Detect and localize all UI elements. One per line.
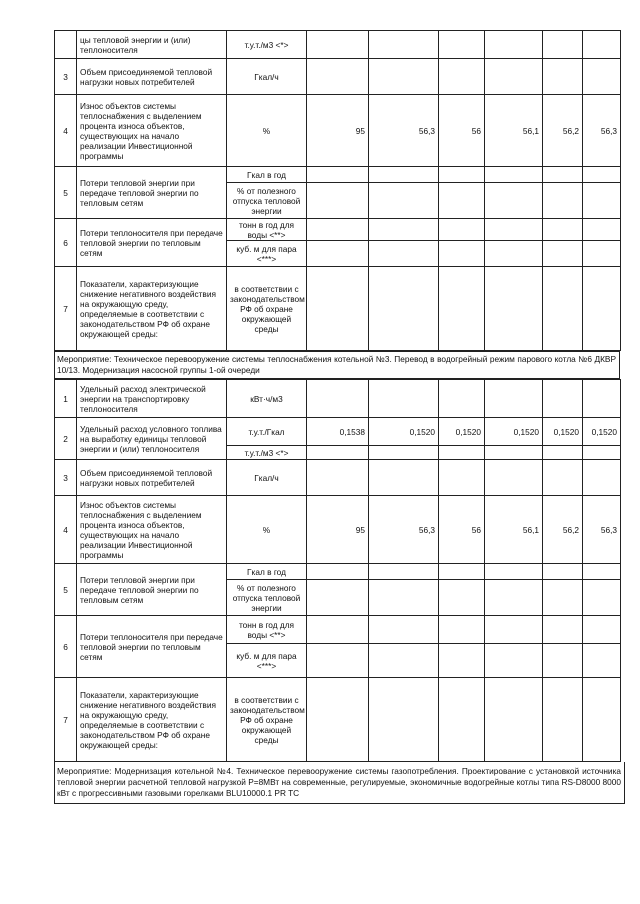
value-cell — [583, 580, 621, 616]
value-cell — [307, 678, 369, 762]
indicator-name: Удельный расход условного топлива на выработку единицы тепловой энергии и (или) теплоносителя — [77, 418, 227, 460]
value-cell — [369, 460, 439, 496]
value-cell — [307, 460, 369, 496]
unit-cell: кВт·ч/м3 — [227, 380, 307, 418]
unit-cell: тонн в год для воды <**> — [227, 219, 307, 241]
value-cell — [307, 446, 369, 460]
value-cell: 0,1520 — [583, 418, 621, 446]
value-cell: 0,1520 — [439, 418, 485, 446]
value-cell — [439, 183, 485, 219]
value-cell — [307, 219, 369, 241]
unit-cell: Гкал/ч — [227, 59, 307, 95]
unit-cell: % — [227, 496, 307, 564]
row-number: 5 — [55, 167, 77, 219]
unit-cell: в соответствии с законодательством РФ об охране окружающей среды — [227, 678, 307, 762]
unit-cell: Гкал в год — [227, 564, 307, 580]
table-row — [55, 31, 621, 59]
value-cell — [485, 564, 543, 580]
value-cell: 56,3 — [369, 95, 439, 167]
value-cell — [439, 644, 485, 678]
value-cell — [369, 380, 439, 418]
value-cell: 95 — [307, 496, 369, 564]
value-cell — [485, 219, 543, 241]
table-row — [55, 59, 621, 95]
value-cell — [439, 241, 485, 267]
value-cell — [583, 446, 621, 460]
value-cell — [583, 59, 621, 95]
value-cell — [583, 31, 621, 59]
value-cell: 56,1 — [485, 95, 543, 167]
value-cell — [543, 678, 583, 762]
row-number: 3 — [55, 460, 77, 496]
value-cell — [485, 446, 543, 460]
row-number: 2 — [55, 418, 77, 460]
indicator-name: Объем присоединяемой тепловой нагрузки новых потребителей — [77, 460, 227, 496]
row-number: 5 — [55, 564, 77, 616]
unit-cell: % от полезного отпуска тепловой энергии — [227, 183, 307, 219]
value-cell — [369, 644, 439, 678]
value-cell — [439, 31, 485, 59]
indicator-name: Потери тепловой энергии при передаче тепловой энергии по тепловым сетям — [77, 564, 227, 616]
unit-cell: куб. м для пара <***> — [227, 644, 307, 678]
value-cell — [369, 678, 439, 762]
value-cell — [543, 267, 583, 351]
value-cell: 0,1520 — [369, 418, 439, 446]
indicator-name: Потери теплоносителя при передаче тепловой энергии по тепловым сетям — [77, 616, 227, 678]
row-number — [55, 31, 77, 59]
value-cell — [583, 616, 621, 644]
value-cell: 0,1520 — [543, 418, 583, 446]
row-number: 7 — [55, 267, 77, 351]
value-cell — [583, 644, 621, 678]
unit-cell: % — [227, 95, 307, 167]
value-cell — [485, 167, 543, 183]
value-cell: 56,2 — [543, 95, 583, 167]
value-cell: 0,1520 — [485, 418, 543, 446]
value-cell — [307, 616, 369, 644]
row-number: 3 — [55, 59, 77, 95]
value-cell — [369, 564, 439, 580]
value-cell — [583, 167, 621, 183]
value-cell — [439, 219, 485, 241]
unit-cell: % от полезного отпуска тепловой энергии — [227, 580, 307, 616]
value-cell: 56 — [439, 496, 485, 564]
value-cell — [439, 564, 485, 580]
value-cell — [307, 267, 369, 351]
value-cell — [543, 59, 583, 95]
value-cell — [439, 167, 485, 183]
row-number: 6 — [55, 616, 77, 678]
value-cell — [439, 59, 485, 95]
value-cell — [583, 564, 621, 580]
table-row — [55, 380, 621, 418]
value-cell: 56,2 — [543, 496, 583, 564]
value-cell — [543, 219, 583, 241]
value-cell — [369, 167, 439, 183]
unit-cell: тонн в год для воды <**> — [227, 616, 307, 644]
value-cell — [485, 267, 543, 351]
value-cell — [543, 241, 583, 267]
value-cell: 56,3 — [583, 496, 621, 564]
value-cell — [369, 31, 439, 59]
value-cell: 56,1 — [485, 496, 543, 564]
indicator-name: Удельный расход электрической энергии на транспортировку теплоносителя — [77, 380, 227, 418]
value-cell: 95 — [307, 95, 369, 167]
table-row — [55, 460, 621, 496]
value-cell — [307, 59, 369, 95]
event-description-2: Мероприятие: Техническое перевооружение системы теплоснабжения котельной №3. Перевод в водогрейный режим парового котла №6 ДКВР 10/13. Модернизация насосной группы 1-ой очереди — [55, 352, 620, 379]
row-number: 4 — [55, 95, 77, 167]
value-cell — [439, 446, 485, 460]
value-cell — [583, 267, 621, 351]
value-cell — [485, 678, 543, 762]
value-cell — [485, 616, 543, 644]
value-cell — [439, 380, 485, 418]
table-row — [55, 678, 621, 762]
value-cell — [485, 644, 543, 678]
document-page — [54, 30, 620, 804]
indicator-name: цы тепловой энергии и (или) теплоносителя — [77, 31, 227, 59]
row-number: 1 — [55, 380, 77, 418]
unit-cell: в соответствии с законодательством РФ об охране окружающей среды — [227, 267, 307, 351]
table-row — [55, 267, 621, 351]
value-cell — [307, 167, 369, 183]
value-cell — [307, 31, 369, 59]
unit-cell: т.у.т./м3 <*> — [227, 446, 307, 460]
value-cell — [485, 580, 543, 616]
table-row — [55, 418, 621, 446]
value-cell — [485, 460, 543, 496]
table-row — [55, 496, 621, 564]
value-cell — [583, 183, 621, 219]
unit-cell: Гкал в год — [227, 167, 307, 183]
value-cell — [583, 219, 621, 241]
indicator-name: Показатели, характеризующие снижение негативного воздействия на окружающую среду, определяемые в соответствии с законодательством РФ об охране окружающей среды: — [77, 678, 227, 762]
value-cell — [369, 616, 439, 644]
value-cell: 56,3 — [583, 95, 621, 167]
value-cell — [543, 167, 583, 183]
value-cell — [439, 267, 485, 351]
value-cell — [369, 267, 439, 351]
value-cell — [485, 31, 543, 59]
event-description-3: Мероприятие: Модернизация котельной №4. Техническое перевооружение системы газопотребления. Проектирование с установкой источника тепловой энергии расчетной тепловой нагрузкой P=8МВт на современные, регулируемые, экономичные водогрейные котлы типа RS-D8000 8000 кВт с прогрессивными газовыми горелками BLU10000.1 PR TC — [54, 762, 625, 804]
value-cell: 56 — [439, 95, 485, 167]
row-number: 4 — [55, 496, 77, 564]
value-cell — [439, 616, 485, 644]
row-number: 6 — [55, 219, 77, 267]
value-cell — [439, 580, 485, 616]
indicator-name: Износ объектов системы теплоснабжения с выделением процента износа объектов, существующих на начало реализации Инвестиционной программы — [77, 496, 227, 564]
indicator-name: Потери тепловой энергии при передаче тепловой энергии по тепловым сетям — [77, 167, 227, 219]
value-cell — [485, 380, 543, 418]
value-cell — [485, 59, 543, 95]
table-row — [55, 167, 621, 183]
table-row — [55, 564, 621, 580]
value-cell — [543, 580, 583, 616]
value-cell — [307, 580, 369, 616]
indicator-name: Износ объектов системы теплоснабжения с выделением процента износа объектов, существующих на начало реализации Инвестиционной программы — [77, 95, 227, 167]
value-cell — [485, 183, 543, 219]
value-cell — [369, 446, 439, 460]
indicators-table-2 — [54, 379, 621, 762]
value-cell — [543, 460, 583, 496]
value-cell — [369, 59, 439, 95]
unit-cell: т.у.т./Гкал — [227, 418, 307, 446]
table-row — [55, 95, 621, 167]
event-row-table — [54, 351, 620, 379]
value-cell — [543, 31, 583, 59]
value-cell — [307, 183, 369, 219]
value-cell — [485, 241, 543, 267]
value-cell — [307, 380, 369, 418]
value-cell — [369, 219, 439, 241]
unit-cell: т.у.т./м3 <*> — [227, 31, 307, 59]
value-cell — [583, 460, 621, 496]
table-row — [55, 616, 621, 644]
value-cell — [583, 678, 621, 762]
value-cell — [369, 580, 439, 616]
indicator-name: Объем присоединяемой тепловой нагрузки новых потребителей — [77, 59, 227, 95]
value-cell — [583, 380, 621, 418]
value-cell — [543, 380, 583, 418]
value-cell — [439, 678, 485, 762]
value-cell — [583, 241, 621, 267]
value-cell — [439, 460, 485, 496]
table-row — [55, 219, 621, 241]
indicator-name: Показатели, характеризующие снижение негативного воздействия на окружающую среду, определяемые в соответствии с законодательством РФ об охране окружающей среды: — [77, 267, 227, 351]
row-number: 7 — [55, 678, 77, 762]
value-cell — [369, 241, 439, 267]
indicators-table-1 — [54, 30, 621, 351]
value-cell — [543, 616, 583, 644]
indicator-name: Потери теплоносителя при передаче тепловой энергии по тепловым сетям — [77, 219, 227, 267]
value-cell: 0,1538 — [307, 418, 369, 446]
value-cell — [307, 241, 369, 267]
value-cell — [369, 183, 439, 219]
value-cell — [307, 564, 369, 580]
value-cell — [307, 644, 369, 678]
value-cell — [543, 183, 583, 219]
value-cell: 56,3 — [369, 496, 439, 564]
value-cell — [543, 446, 583, 460]
value-cell — [543, 564, 583, 580]
value-cell — [543, 644, 583, 678]
unit-cell: Гкал/ч — [227, 460, 307, 496]
unit-cell: куб. м для пара <***> — [227, 241, 307, 267]
